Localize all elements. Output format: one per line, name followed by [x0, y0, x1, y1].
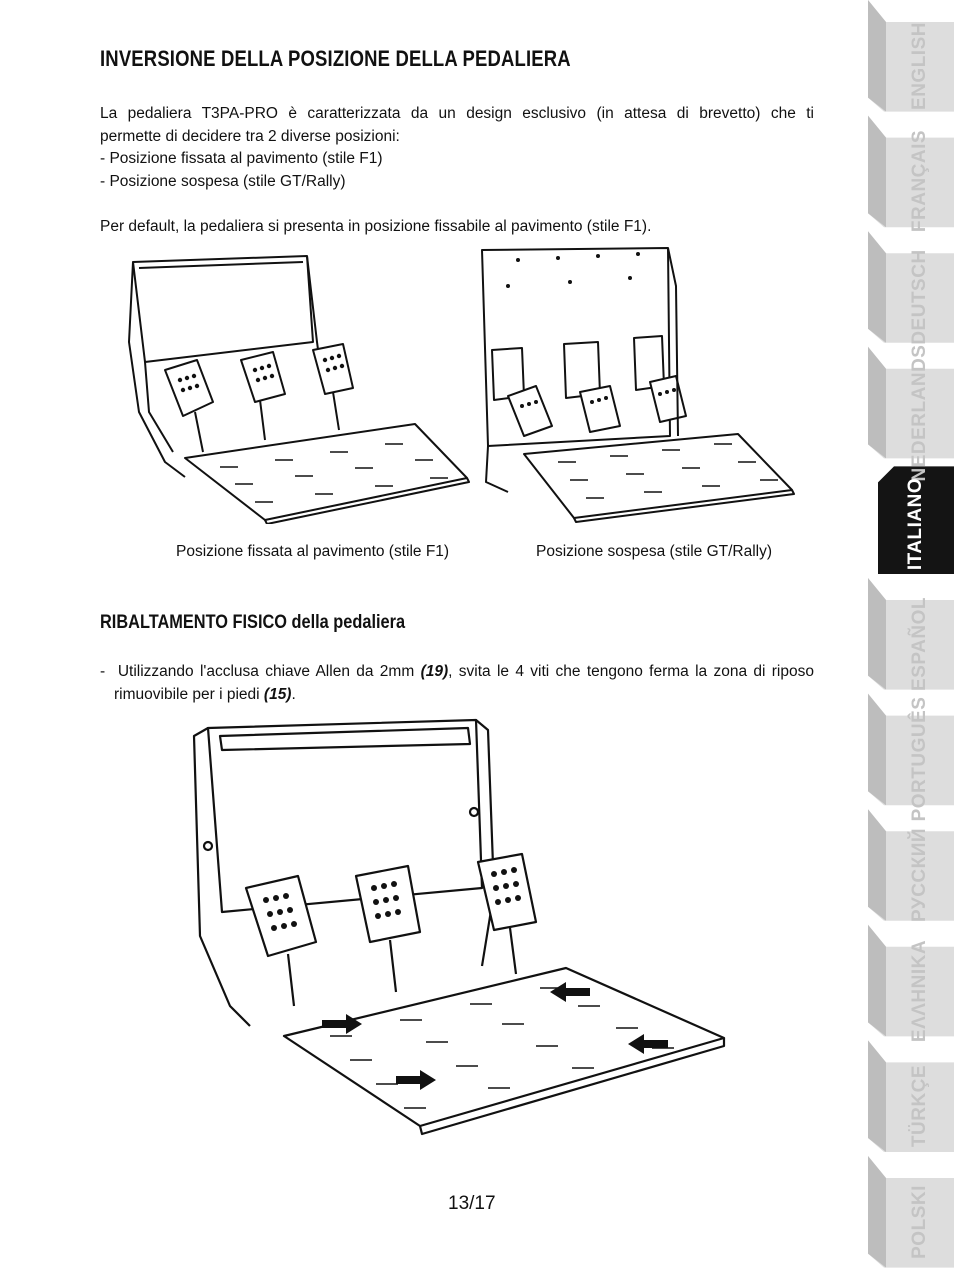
caption-floor-position: Posizione fissata al pavimento (stile F1) — [176, 543, 450, 560]
language-tab-2[interactable] — [864, 116, 954, 232]
section-heading: INVERSIONE DELLA POSIZIONE DELLA PEDALIERA — [100, 46, 571, 71]
caption-suspended-position: Posizione sospesa (stile GT/Rally) — [536, 543, 773, 560]
step-text-3: rimuovibile per i piedi — [114, 685, 264, 703]
language-tab-label: ENGLISH — [909, 21, 930, 110]
list-item-floor: - Posizione fissata al pavimento (stile F1) — [100, 150, 383, 167]
intro-line-1: La pedaliera T3PA-PRO è caratterizzata da un design esclusivo (in attesa di brevetto) che ti — [100, 105, 814, 122]
language-tab-11[interactable] — [864, 1156, 954, 1272]
language-tab-label: РУССКИЙ — [909, 827, 930, 923]
allen-key-ref: (19) — [420, 663, 449, 680]
language-tab-7[interactable] — [864, 694, 954, 822]
subsection-heading: RIBALTAMENTO FISICO della pedaliera — [100, 612, 406, 633]
pedal-suspended-position-illustration — [478, 246, 798, 524]
language-tab-label: ITALIANO — [905, 478, 926, 571]
step-dash: - — [100, 663, 106, 680]
language-tab-label: ESPAÑOL — [909, 596, 930, 691]
step-text-1: Utilizzando l'acclusa chiave Allen da 2mm — [117, 663, 421, 680]
step-line-1 — [100, 661, 814, 684]
step-line-2 — [100, 684, 814, 707]
language-tab-label: FRANÇAIS — [909, 130, 930, 233]
language-tab-label: POLSKI — [909, 1184, 930, 1259]
language-tab-label: NEDERLANDS — [909, 344, 930, 482]
language-tab-label: ΕΛΛΗΝΙΚΑ — [909, 939, 930, 1042]
step-text-4: . — [291, 685, 296, 703]
language-tab-4[interactable] — [864, 344, 954, 482]
language-tab-1[interactable] — [864, 0, 954, 116]
language-tab-9[interactable] — [864, 925, 954, 1041]
language-tab-8[interactable] — [864, 809, 954, 925]
intro-paragraph — [100, 103, 814, 193]
intro-line-2: permette di decidere tra 2 diverse posizioni: — [100, 127, 400, 145]
language-tab-label: PORTUGUÊS — [909, 696, 930, 822]
language-tab-6[interactable] — [864, 578, 954, 694]
language-tab-3[interactable] — [864, 231, 954, 347]
footrest-ref: (15) — [263, 685, 292, 703]
default-position-text: Per default, la pedaliera si presenta in posizione fissabile al pavimento (stile F1). — [100, 218, 652, 235]
list-item-suspended: - Posizione sospesa (stile GT/Rally) — [100, 172, 346, 190]
footrest-removal-illustration — [190, 716, 726, 1144]
language-tab-label: DEUTSCH — [909, 249, 930, 345]
step-instruction — [100, 661, 814, 706]
language-tab-sidebar — [864, 0, 954, 1272]
step-text-2: , svita le 4 viti che tengono ferma la zona di riposo — [448, 663, 814, 680]
language-tab-label: TÜRKÇE — [909, 1065, 930, 1148]
page-number: 13/17 — [448, 1193, 496, 1214]
language-tab-10[interactable] — [864, 1040, 954, 1156]
language-tab-5[interactable] — [864, 462, 954, 578]
pedal-floor-position-illustration — [125, 252, 473, 524]
